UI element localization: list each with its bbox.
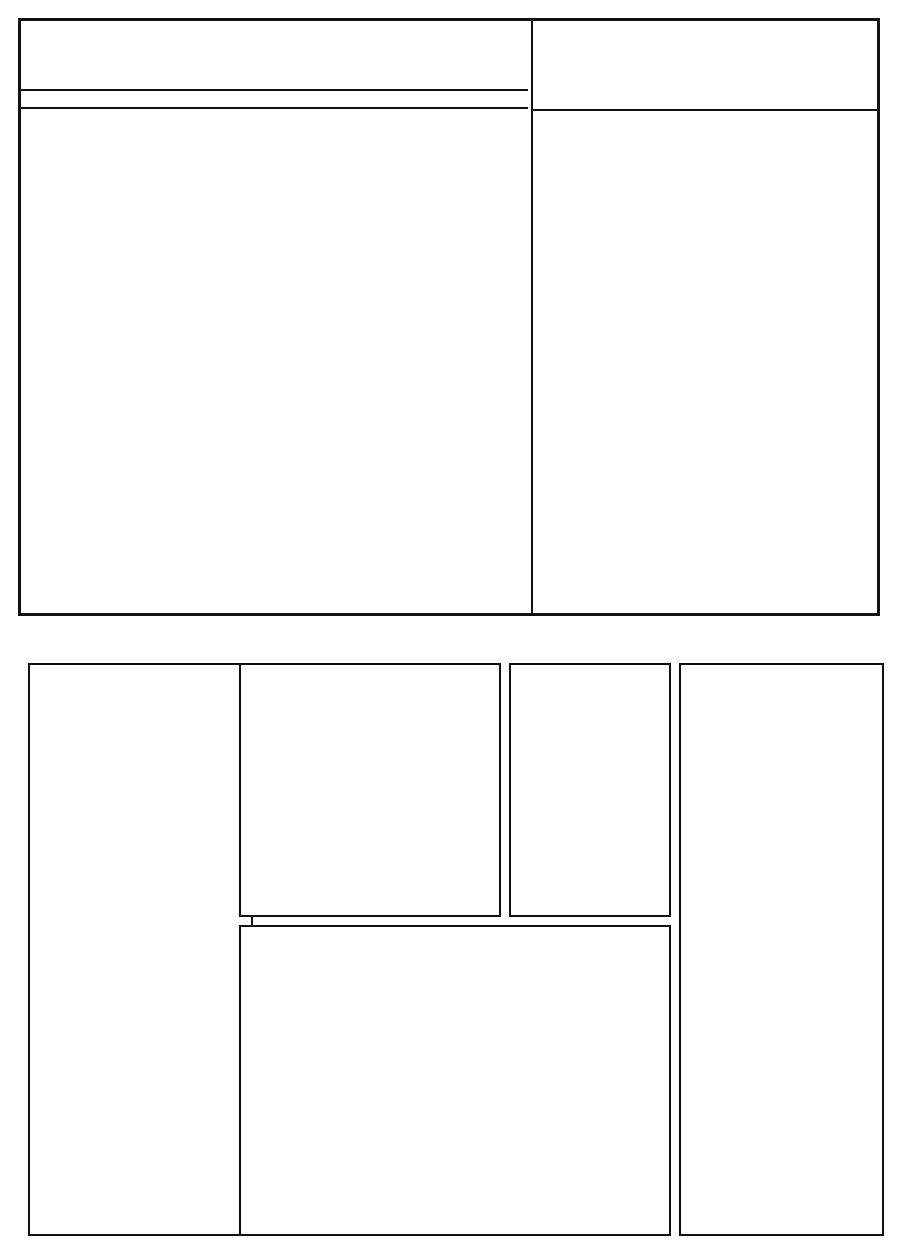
postponed-notice [317,453,507,467]
sec-fa-header [847,687,854,697]
goalscorers-box [509,663,671,917]
player-appearance-grid [531,21,877,613]
advert-box [239,925,671,1236]
division-three-box [239,663,501,917]
matchfacts-logo [27,23,552,95]
south-east-counties-box [679,663,884,1236]
midweek-league-box [28,663,253,1236]
grid-header-divider [533,109,877,111]
midweek-fa-header [206,693,213,703]
matchfacts-panel [18,18,880,616]
matchfacts-header-row [21,89,528,109]
